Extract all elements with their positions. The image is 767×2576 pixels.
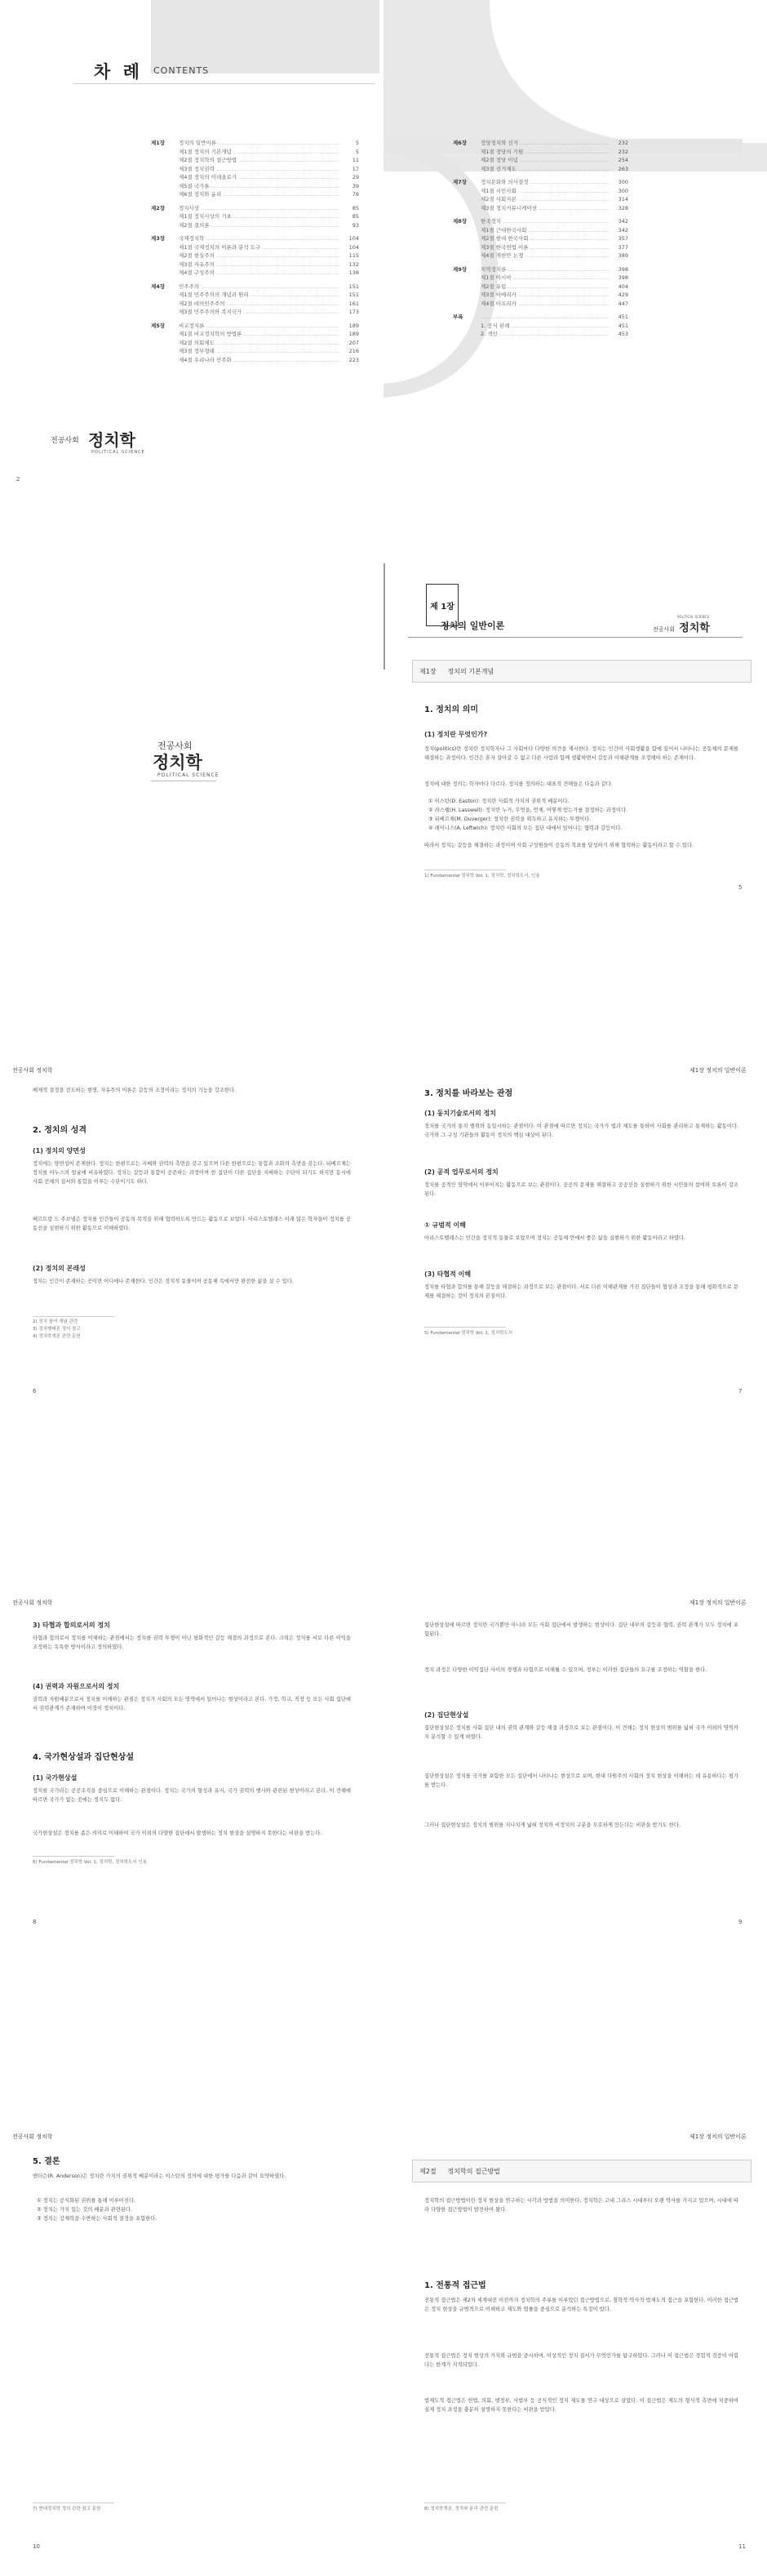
toc-part: 제4장	[151, 283, 166, 290]
toc-entry[interactable]	[151, 308, 359, 317]
toc-label: 정당정치와 선거 .....	[481, 139, 609, 148]
toc-label: 정치사상 .....	[179, 204, 339, 213]
toc-entry[interactable]	[151, 148, 359, 157]
footnote-rule	[33, 1856, 114, 1857]
paragraph: 타협과 합의로서 정치를 이해하는 관점에서는 정치를 권력 투쟁이 아닌 평화적인 갈등 해결의 과정으로 본다. 크릭은 정치를 서로 다른 이익을 조정하는 독특한 방식이라고 정의하였다.	[33, 1635, 351, 1650]
paragraph: 정치를 공적인 영역에서 이루어지는 활동으로 보는 관점이다. 공공의 문제를 해결하고 공공선을 실현하기 위한 시민들의 참여와 토론이 강조된다.	[424, 1182, 738, 1197]
header-brand-small: 전공사회	[653, 626, 676, 633]
section-box-title: 정치학의 접근방법	[447, 2167, 500, 2175]
toc-part: 부록	[453, 314, 463, 320]
toc-entry[interactable]	[453, 226, 628, 235]
toc-entry[interactable]	[151, 291, 359, 300]
toc-label: 제4절 아프리카 .....	[481, 300, 609, 309]
paragraph: 그러나 집단현상설은 정치의 범위를 지나치게 넓혀 정치와 비정치의 구분을 모호하게 만든다는 비판을 받기도 한다.	[424, 1822, 681, 1828]
chapter-underline	[408, 637, 743, 638]
toc-label: 제3절 민주주의와 복지국가 .....	[179, 308, 339, 317]
toc-page: 447	[618, 300, 628, 307]
toc-page: 263	[618, 165, 628, 172]
section-box	[412, 660, 751, 683]
toc-entry[interactable]	[453, 139, 628, 148]
paragraph: 따라서 정치는 갈등을 해결하는 과정이며 사회 구성원들이 공동의 목표를 달성하기 위해 협력하는 활동이라고 할 수 있다.	[424, 843, 694, 848]
list-item: ② 정치는 가치 있는 것의 배분과 관련된다.	[37, 2207, 132, 2213]
toc-label: 제3절 선거제도 .....	[481, 165, 609, 174]
toc-page: 85	[352, 204, 359, 211]
toc-label: 정치의 일반이론 .....	[179, 139, 339, 148]
definition-list	[428, 797, 738, 833]
toc-label: 제4절 개헌안 논쟁 .....	[481, 251, 609, 260]
toc-entry[interactable]	[151, 330, 359, 339]
paragraph: 집단현상설은 정치를 국가를 포함한 모든 집단에서 나타나는 현상으로 보며, 현대 다원주의 사회의 정치 현상을 이해하는 데 유용하다는 평가를 받는다.	[424, 1773, 738, 1788]
header-brand	[653, 615, 710, 634]
toc-page: 17	[352, 165, 359, 172]
list-item: ③ 정치는 강제력을 수반하는 사회적 결정을 포함한다.	[37, 2216, 157, 2222]
toc-page: 104	[348, 235, 359, 242]
running-header-left: 전공사회 정치학	[12, 1599, 53, 1606]
toc-page: 93	[352, 221, 359, 229]
toc-part: 제2장	[151, 204, 166, 211]
footnote: 5) Fundamental 정치학 Vol. 1, 정치학도서	[424, 1331, 513, 1336]
page-number: 10	[33, 2543, 40, 2550]
toc-entry[interactable]	[453, 322, 628, 331]
toc-page: 207	[348, 339, 359, 346]
footnote: 1) Fundamental 정치학 Vol. 1, 정치학, 정치학도서, 인용	[424, 874, 540, 879]
toc-page: 300	[618, 187, 628, 194]
toc-label: 제5절 국가론 .....	[179, 182, 339, 191]
section-box	[412, 2160, 751, 2182]
toc-page: 78	[352, 191, 359, 198]
toc-entry[interactable]	[453, 234, 628, 243]
toc-label: 제1절 정당의 기원 .....	[481, 148, 609, 157]
toc-label: 민주주의 .....	[179, 283, 339, 291]
toc-label: 제2절 사회자본 .....	[481, 195, 609, 204]
toc-page: 189	[348, 322, 359, 329]
toc-page: 314	[618, 196, 628, 202]
toc-entry[interactable]	[453, 165, 628, 174]
paragraph: 정치를 국가의 통치 행위와 동일시하는 관점이다. 이 관점에 따르면 정치는 국가가 법과 제도를 통하여 사회를 관리하고 통제하는 활동이다. 국가와 그 구성 기관들의 활동이 정치의 핵심 대상이 된다.	[424, 1123, 738, 1138]
vertical-rule	[384, 563, 385, 670]
paragraph: 배제적 결정을 전도하는 현명, 자유주의 이론은 갈등의 조정이라는 정치의 기능을 강조한다.	[33, 1088, 237, 1093]
paragraph: 정치를 국가라는 공공조직을 중심으로 이해하는 관점이다. 정치는 국가의 형성과 유지, 국가 권력의 행사와 관련된 현상이라고 본다. 이 견해에 따르면 국가가 없는 곳에는 정치도 없다.	[33, 1788, 351, 1803]
toc-page: 404	[618, 283, 628, 290]
toc-label: 제2절 정치학의 접근방법 .....	[179, 156, 339, 165]
toc-page: 389	[618, 252, 628, 259]
page-number: 7	[738, 1388, 743, 1395]
section-box-num: 제1장	[419, 667, 437, 675]
paragraph: 정치 과정은 다양한 이익집단 사이의 경쟁과 타협으로 이해될 수 있으며, 정부는 이러한 집단들의 요구를 조정하는 역할을 한다.	[424, 1667, 707, 1673]
toc-label: 제1절 정치의 기본개념 .....	[179, 148, 339, 157]
subsection-heading: (1) 정치란 무엇인가?	[424, 731, 488, 738]
toc-entry[interactable]	[453, 265, 628, 274]
toc-label: 제3절 자유주의 .....	[179, 260, 339, 269]
toc-page: 161	[348, 300, 359, 307]
subsection-heading: (1) 정치의 양면성	[33, 1147, 86, 1155]
toc-entry[interactable]	[151, 322, 359, 331]
toc-entry[interactable]	[151, 212, 359, 221]
toc-right-column	[453, 139, 628, 339]
toc-entry[interactable]	[151, 165, 359, 174]
subsection-heading: ① 규범적 이해	[424, 1221, 466, 1229]
toc-entry[interactable]	[453, 195, 628, 204]
toc-label: 제4절 우리나라 민주화 .....	[179, 356, 339, 365]
toc-part: 제8장	[453, 218, 468, 225]
toc-label: 제4절 구성주의 .....	[179, 269, 339, 278]
paragraph: 아리스토텔레스는 인간을 정치적 동물로 보았으며 정치는 공동체 안에서 좋은 삶을 실현하기 위한 활동이라고 하였다.	[424, 1235, 685, 1241]
subsection-heading: (3) 타협적 이해	[424, 1270, 472, 1278]
list-item: ③ 뒤베르제(M. Duverger): 정치란 권력을 획득하고 유지하는 투쟁이다.	[428, 816, 592, 822]
toc-label: 제2절 의회제도 .....	[179, 339, 339, 348]
running-header-right: 제1장 정치의 일반이론	[689, 1599, 747, 1606]
toc-entry[interactable]	[151, 339, 359, 348]
toc-page: 85	[352, 213, 359, 220]
toc-label: 제3절 정치권력 .....	[179, 165, 339, 174]
subsection-heading: 3) 타협과 합의로서의 정치	[33, 1622, 110, 1629]
page-number: 8	[33, 1919, 37, 1925]
toc-page: 189	[348, 331, 359, 337]
toc-entry[interactable]	[453, 251, 628, 260]
brand-small: 전공사회	[51, 437, 79, 445]
footnote: 2) 정치 참여 개념 관련 3) 정치행태론 정의 참고 4) 정치학개론 관련 문헌	[33, 1319, 81, 1339]
paragraph: 국가현상설은 정치를 좁은 의미로 이해하여 국가 이외의 다양한 집단에서 발생하는 정치 현상을 설명하지 못한다는 비판을 받는다.	[33, 1831, 322, 1836]
paragraph: 권력과 자원배분으로서 정치를 이해하는 관점은 정치가 사회의 모든 영역에서 일어나는 현상이라고 본다. 가정, 학교, 직장 등 모든 사회 집단에서 권력관계가 존재하며 이것이 정치이다.	[33, 1697, 351, 1711]
toc-page: 398	[618, 274, 628, 281]
toc-entry[interactable]	[151, 251, 359, 260]
toc-page: 357	[618, 235, 628, 242]
toc-part: 제5장	[151, 322, 166, 329]
toc-label	[481, 313, 609, 322]
toc-part: 제6장	[453, 140, 468, 146]
toc-page: 223	[348, 356, 359, 363]
toc-label: 제2절 결의론 .....	[179, 221, 339, 230]
toc-entry[interactable]	[151, 243, 359, 252]
toc-label: 제3절 정부형태 .....	[179, 347, 339, 356]
toc-label: 제1절 아시아 .....	[481, 274, 609, 283]
toc-page: 216	[348, 348, 359, 354]
toc-label: 제2절 현대 한국사회 .....	[481, 234, 609, 243]
toc-label: 제3절 한국헌법 이론 .....	[481, 243, 609, 252]
toc-part: 제9장	[453, 265, 468, 273]
paragraph: 베르트랑 드 주브넬은 정치를 인간들이 공동의 목적을 위해 협력하도록 만드는 활동으로 보았다. 아리스토텔레스 이래 많은 학자들이 정치를 공동선을 실현하기 위한 활동으로 이해하였다.	[33, 1217, 351, 1231]
toc-entry[interactable]	[453, 204, 628, 213]
paragraph: 정치(politics)란 정치란 정치학자나 그 사회마다 다양한 의견을 제시한다. 정치는 인간이 사회생활을 함에 있어서 나타나는 공동체의 문제를 해결하는 과정이다. 인간은 혼자 살아갈 수 없고 다른 사람과 함께 생활하면서 갈등과 이해관계를 조정해야 하는 존재이다.	[424, 746, 738, 761]
toc-label: 제1절 정치사상의 기초 .....	[179, 212, 339, 221]
toc-page: 300	[618, 179, 628, 185]
subsection-heading: (1) 국가현상설	[33, 1774, 78, 1782]
toc-label: 한국정치 .....	[481, 217, 609, 226]
footnote-rule	[424, 1327, 506, 1328]
list-item: ④ 레이니스(A. Leftwich): 정치란 사회의 모든 집단 내에서 일어나는 협력과 갈등이다.	[428, 825, 623, 831]
subsection-heading: (2) 집단현상설	[424, 1711, 469, 1719]
toc-page: 5	[355, 148, 359, 155]
toc-label: 제3절 정치커뮤니케이션 .....	[481, 204, 609, 213]
toc-page: 138	[348, 269, 359, 276]
toc-entry[interactable]	[151, 173, 359, 182]
toc-page: 254	[618, 157, 628, 163]
header-brand-big: 정치학	[679, 622, 710, 634]
paragraph: 앤더슨(R. Anderson)은 정치란 가치의 권위적 배분이라는 이스턴의 정의에 대한 평가를 다음과 같이 요약하였다.	[33, 2173, 286, 2179]
toc-label: 비교정치론 .....	[179, 322, 339, 331]
running-header-right: 제1장 정치의 일반이론	[689, 1067, 747, 1074]
toc-label: 제2절 유럽 .....	[481, 283, 609, 291]
subsection-heading: (2) 공적 업무로서의 정치	[424, 1168, 499, 1176]
chapter-tab-label: 제 1장	[430, 602, 454, 612]
toc-label: 제1절 국제정치의 이론과 분석 도구 .....	[179, 243, 339, 252]
toc-page: 328	[618, 204, 628, 211]
toc-page: 451	[618, 314, 628, 320]
toc-entry[interactable]	[453, 156, 628, 165]
toc-page: 232	[618, 148, 628, 155]
toc-page: 151	[348, 283, 359, 290]
toc-label: 제1절 시민사회 .....	[481, 187, 609, 196]
toc-entry[interactable]	[453, 187, 628, 196]
brand-english: POLITICAL SCIENCE	[91, 450, 145, 455]
toc-entry[interactable]	[453, 148, 628, 157]
toc-entry[interactable]	[453, 330, 628, 339]
toc-page: 453	[618, 331, 628, 337]
toc-page: 377	[618, 243, 628, 251]
toc-entry[interactable]	[453, 243, 628, 252]
footnote-rule	[33, 1316, 114, 1317]
toc-entry[interactable]	[151, 139, 359, 148]
toc-label: 제1절 근대한국사회 .....	[481, 226, 609, 235]
paragraph: 전통적 접근법은 정치 현상의 가치와 규범을 중시하며, 이상적인 정치 질서가 무엇인가를 탐구하였다. 그러나 이 접근법은 경험적 검증이 어렵다는 한계가 지적되었다.	[424, 2353, 738, 2368]
toc-page: 5	[355, 140, 359, 146]
toc-page: 342	[618, 218, 628, 225]
page-number: 9	[738, 1919, 743, 1925]
toc-page: 104	[348, 243, 359, 251]
paragraph: 정치에 대한 정의는 학자마다 다르다. 정치를 정의하는 대표적 견해들은 다음과 같다.	[424, 781, 613, 787]
toc-label: 제1절 민주주의의 개념과 원리 .....	[179, 291, 339, 300]
brand-title: 정치학	[88, 430, 135, 450]
running-header-left: 전공사회 정치학	[12, 2133, 53, 2140]
paragraph: 정치를 타협과 합의를 통해 갈등을 해결하는 과정으로 보는 관점이다. 서로 다른 이해관계를 가진 집단들이 협상과 조정을 통해 평화적으로 문제를 해결하는 것이 정치의 본질이다.	[424, 1284, 738, 1299]
list-item: ① 정치는 공식화된 권위를 통해 이루어진다.	[37, 2198, 136, 2204]
paragraph: 전통적 접근법은 제2차 세계대전 이전까지 정치학의 주류를 이루었던 접근방법으로, 철학적·역사적·법제도적 접근을 포함한다. 이러한 접근법은 정치 현상을 규범적으로 이해하고 제도와 법률을 중심으로 분석하는 특징이 있다.	[424, 2298, 738, 2312]
toc-entry[interactable]	[453, 217, 628, 226]
toc-page: 29	[352, 174, 359, 180]
section-heading: 5. 결론	[33, 2157, 60, 2166]
toc-left-column	[151, 139, 359, 364]
subsection-heading: (2) 정치의 본래성	[33, 1265, 86, 1272]
toc-label: 제3절 아메리카 .....	[481, 291, 609, 300]
toc-page: 342	[618, 226, 628, 234]
toc-title: 차 례	[94, 62, 143, 82]
paragraph: 정치학의 접근방법이란 정치 현상을 연구하는 시각과 방법을 의미한다. 정치학은 고대 그리스 시대부터 오랜 역사를 가지고 있으며, 시대에 따라 다양한 접근방법이 발전하여 왔다.	[424, 2198, 738, 2213]
header-brand-en: POLITICAL SCIENCE	[677, 615, 709, 619]
footnote: 6) Fundamental 정치학 Vol. 1, 정치학, 정치학도서 인용	[33, 1860, 147, 1865]
toc-entry[interactable]	[453, 274, 628, 283]
toc-entry[interactable]	[453, 283, 628, 291]
toc-entry[interactable]	[151, 269, 359, 278]
list-item: ② 라스웰(H. Lasswell): 정치란 누가, 무엇을, 언제, 어떻게 얻는가를 결정하는 과정이다.	[428, 808, 628, 813]
page-number: 2	[16, 476, 20, 483]
toc-part: 제3장	[151, 235, 166, 242]
running-header-left: 전공사회 정치학	[12, 1067, 53, 1074]
toc-entry[interactable]	[151, 283, 359, 291]
toc-entry[interactable]	[151, 156, 359, 165]
toc-subtitle: CONTENTS	[153, 65, 210, 76]
toc-entry[interactable]	[453, 313, 628, 322]
section-heading: 1. 정치의 의미	[424, 705, 479, 714]
toc-page: 151	[348, 291, 359, 298]
toc-label: 제6절 정치와 윤리 .....	[179, 190, 339, 199]
toc-entry[interactable]	[453, 178, 628, 187]
conclusion-list	[37, 2196, 351, 2223]
paragraph: 정치에는 양면성이 존재한다. 정치는 한편으로는 지배와 권력의 측면을 갖고 있으며 다른 한편으로는 통합과 조화의 측면을 갖는다. 뒤베르제는 정치를 야누스의 얼굴에 비유하였다. 정치는 갈등과 통합이 공존하는 과정이며 한 집단이 다른 집단을 지배하는 수단이 되기도 하지만 동시에 사회 전체의 질서와 통합을 이루는 수단이기도 하다.	[33, 1161, 351, 1185]
list-item: ① 이스턴(D. Easton): 정치란 사회적 가치의 권위적 배분이다.	[428, 799, 570, 804]
title-page-big: 정치학	[153, 753, 202, 772]
toc-page: 39	[352, 182, 359, 189]
paragraph: 정치는 인간이 존재하는 곳이면 어디에나 존재한다. 인간은 정치적 동물이며 공동체 속에서만 완전한 삶을 살 수 있다.	[33, 1279, 294, 1284]
toc-page: 173	[348, 309, 359, 315]
section-box-num: 제2절	[419, 2167, 437, 2175]
page-number: 5	[738, 884, 743, 891]
page-number: 11	[738, 2543, 746, 2550]
toc-page: 132	[348, 260, 359, 268]
footnote: 7) 현대정치학 정의 관련 참고 문헌	[33, 2507, 101, 2511]
toc-part: 제7장	[453, 179, 468, 185]
toc-entry[interactable]	[151, 204, 359, 213]
toc-label: 국제정치학 .....	[179, 234, 339, 243]
chapter-title: 정치의 일반이론	[441, 621, 505, 631]
toc-page: 398	[618, 265, 628, 273]
section-heading: 4. 국가현상설과 집단현상설	[33, 1753, 134, 1762]
title-page-en: POLITICAL SCIENCE	[157, 772, 219, 778]
subsection-heading: (4) 권력과 자원으로서의 정치	[33, 1683, 120, 1690]
toc-divider	[73, 83, 375, 84]
toc-entry[interactable]	[151, 190, 359, 199]
title-page-small: 전공사회	[157, 741, 193, 751]
running-header-right: 제1장 정치의 일반이론	[689, 2133, 747, 2140]
toc-entry[interactable]	[151, 300, 359, 309]
toc-label: 1. 공식 판례 .....	[481, 322, 609, 331]
toc-label: 2. 색인 .....	[481, 330, 609, 339]
paragraph: 법제도적 접근법은 헌법, 의회, 행정부, 사법부 등 공식적인 정치 제도를 연구 대상으로 삼았다. 이 접근법은 제도의 형식적 측면에 치중하여 실제 정치 과정을 충분히 설명하지 못한다는 비판을 받았다.	[424, 2398, 738, 2413]
toc-label: 제4절 정치의 이데올로기 .....	[179, 173, 339, 182]
toc-entry[interactable]	[453, 300, 628, 309]
toc-label: 제2절 현실주의 .....	[179, 251, 339, 260]
page-number: 6	[33, 1388, 37, 1395]
toc-label: 지역정치론 .....	[481, 265, 609, 274]
section-heading: 2. 정치의 성격	[33, 1126, 87, 1135]
toc-entry[interactable]	[151, 356, 359, 365]
paragraph: 집단현상설은 정치를 사회 집단 내의 권력 관계와 갈등 해결 과정으로 보는 관점이다. 이 견해는 정치 현상의 범위를 넓혀 국가 이외의 영역까지 분석할 수 있게 하였다.	[424, 1725, 738, 1740]
subsection-heading: (1) 동치기술로서의 정치	[424, 1110, 497, 1117]
toc-entry[interactable]	[151, 234, 359, 243]
toc-entry[interactable]	[151, 182, 359, 191]
toc-entry[interactable]	[151, 347, 359, 356]
paragraph: 집단현상설에 따르면 정치란 국가뿐만 아니라 모든 사회 집단에서 발생하는 현상이다. 집단 내부의 갈등과 협력, 권력 관계가 모두 정치에 포함된다.	[424, 1622, 738, 1637]
footnote: 8) 정치학개론, 정치와 윤리 관련 문헌	[424, 2507, 499, 2511]
toc-entry[interactable]	[453, 291, 628, 300]
toc-page: 11	[352, 157, 359, 163]
toc-label: 정치문화와 의사결정 .....	[481, 178, 609, 187]
toc-page: 451	[618, 322, 628, 329]
section-heading: 3. 정치를 바라보는 관점	[424, 1089, 513, 1098]
toc-label: 제2절 대의민주주의 .....	[179, 300, 339, 309]
toc-label: 제1절 비교정치학의 방법론 .....	[179, 330, 339, 339]
toc-page: 429	[618, 291, 628, 298]
section-box-title: 정치의 기본개념	[447, 667, 494, 675]
toc-page: 232	[618, 140, 628, 146]
toc-part: 제1장	[151, 140, 166, 146]
toc-label: 제2절 정당 이념 .....	[481, 156, 609, 165]
toc-entry[interactable]	[151, 221, 359, 230]
section-heading: 1. 전통적 접근법	[424, 2281, 486, 2290]
toc-page: 115	[348, 252, 359, 259]
toc-entry[interactable]	[151, 260, 359, 269]
